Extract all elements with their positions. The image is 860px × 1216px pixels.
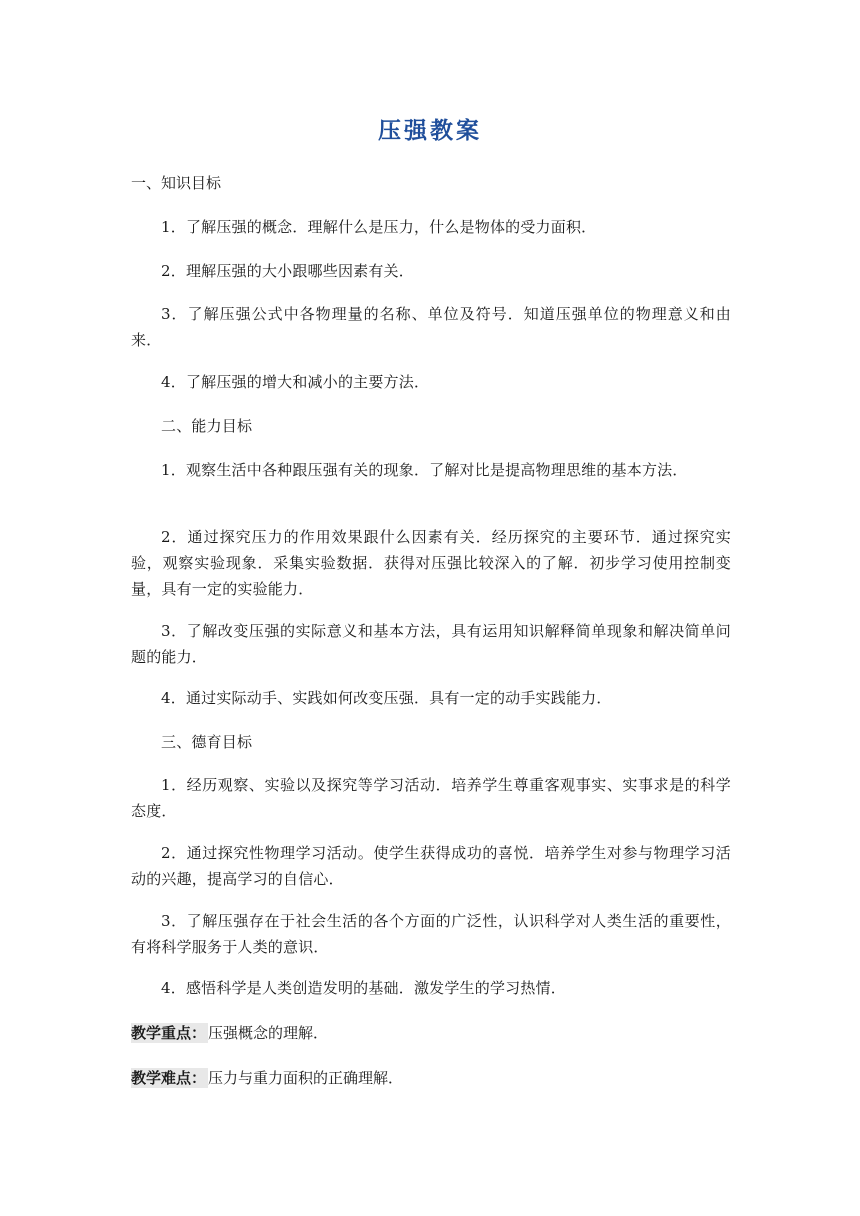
- section-heading-moral: 三、德育目标: [161, 733, 253, 751]
- knowledge-item-1: 1．了解压强的概念．理解什么是压力，什么是物体的受力面积．: [161, 218, 597, 236]
- teaching-focus-text: 压强概念的理解．: [208, 1024, 329, 1042]
- knowledge-item-3: 3．了解压强公式中各物理量的名称、单位及符号．知道压强单位的物理意义和由来．: [131, 305, 731, 349]
- section-heading-knowledge: 一、知识目标: [131, 174, 222, 192]
- teaching-difficulty-label: 教学难点：: [131, 1069, 207, 1087]
- moral-item-3: 3．了解压强存在于社会生活的各个方面的广泛性，认识科学对人类生活的重要性，有将科学服务于人类的意识．: [131, 912, 731, 956]
- teaching-difficulty-text: 压力与重力面积的正确理解．: [208, 1069, 404, 1087]
- teaching-difficulty-line: [131, 1066, 731, 1090]
- moral-item-4: 4．感悟科学是人类创造发明的基础．激发学生的学习热情．: [161, 979, 566, 997]
- moral-item-1: 1．经历观察、实验以及探究等学习活动．培养学生尊重客观事实、实事求是的科学态度．: [131, 776, 731, 820]
- ability-item-4: 4．通过实际动手、实践如何改变压强．具有一定的动手实践能力．: [161, 689, 612, 707]
- ability-item-1: 1．观察生活中各种跟压强有关的现象．了解对比是提高物理思维的基本方法．: [161, 461, 688, 479]
- teaching-focus-label: 教学重点：: [131, 1024, 207, 1042]
- document-title: 压强教案: [378, 118, 482, 144]
- teaching-focus-line: [131, 1021, 731, 1045]
- section-heading-ability: 二、能力目标: [161, 417, 253, 435]
- knowledge-item-4: 4．了解压强的增大和减小的主要方法．: [161, 373, 430, 391]
- knowledge-item-2: 2．理解压强的大小跟哪些因素有关．: [161, 262, 414, 280]
- ability-item-3: 3．了解改变压强的实际意义和基本方法，具有运用知识解释简单现象和解决简单问题的能力．: [131, 622, 731, 666]
- moral-item-2: 2．通过探究性物理学习活动。使学生获得成功的喜悦．培养学生对参与物理学习活动的兴趣，提高学习的自信心．: [131, 844, 731, 888]
- ability-item-2: 2．通过探究压力的作用效果跟什么因素有关．经历探究的主要环节．通过探究实验，观察实验现象．采集实验数据．获得对压强比较深入的了解．初步学习使用控制变量，具有一定的实验能力．: [131, 528, 731, 598]
